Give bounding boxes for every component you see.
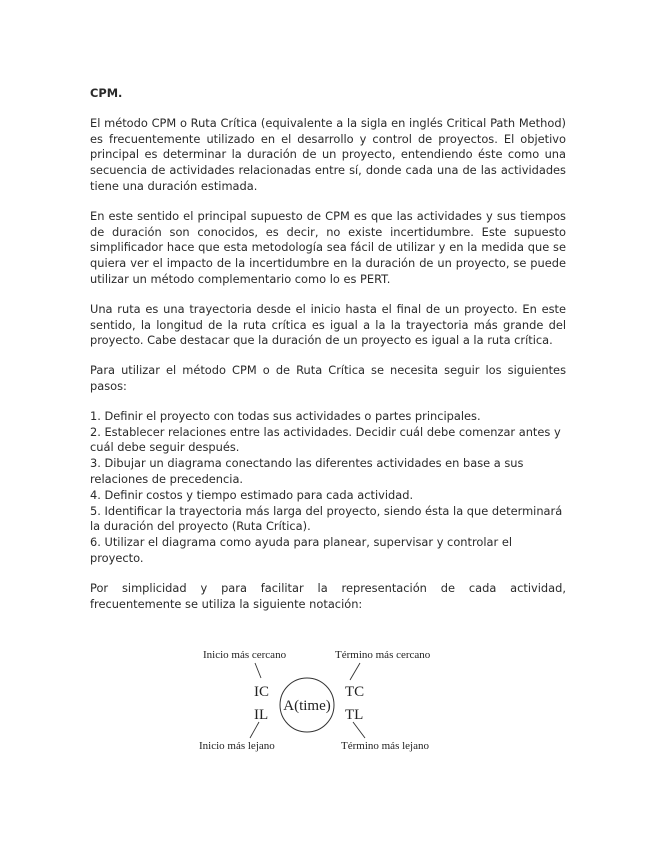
symbol-ic: IC xyxy=(254,684,269,700)
step-item: 6. Utilizar el diagrama como ayuda para planear, supervisar y controlar el proyecto. xyxy=(90,535,512,565)
symbol-tl: TL xyxy=(345,707,364,723)
label-termino-mas-lejano: Término más lejano xyxy=(341,740,429,752)
label-inicio-mas-lejano: Inicio más lejano xyxy=(199,740,275,752)
paragraph-notation: Por simplicidad y para facilitar la representación de cada actividad, frecuentemente se utiliza la siguiente notación: xyxy=(90,580,566,611)
connector-il xyxy=(250,722,259,738)
notation-diagram xyxy=(195,642,455,757)
notation-diagram-svg xyxy=(195,642,455,757)
step-item: 5. Identificar la trayectoria más larga del proyecto, siendo ésta la que determinará la duración del proyecto (Ruta Crítica). xyxy=(90,503,563,534)
connector-tc xyxy=(350,663,360,680)
connector-ic xyxy=(255,663,261,678)
steps-list xyxy=(90,409,566,567)
label-inicio-mas-cercano: Inicio más cercano xyxy=(203,649,287,661)
paragraph-route: Una ruta es una trayectoria desde el inicio hasta el final de un proyecto. En este sentido, la longitud de la ruta crítica es igual a la la trayectoria más grande del proyecto. Cabe destacar que la duración de un proyecto es igual a la ruta crítica. xyxy=(90,301,566,348)
paragraph-assumption: En este sentido el principal supuesto de CPM es que las actividades y sus tiempos de duración son conocidos, es decir, no existe incertidumbre. Este supuesto simplificador hace que esta metodología sea fácil de utilizar y en la medida que se quiera ver el impacto de la incertidumbre en la duración de un proyecto, se puede utilizar un método complementario como lo es PERT. xyxy=(90,208,566,286)
symbol-il: IL xyxy=(254,707,269,723)
connector-tl xyxy=(353,722,365,738)
paragraph-intro: El método CPM o Ruta Crítica (equivalente a la sigla en inglés Critical Path Method) es frecuentemente utilizado en el desarrollo y control de proyectos. El objetivo principal es determinar la duración de un proyecto, entendiendo éste como una secuencia de actividades relacionadas entre sí, donde cada una de las actividades tiene una duración estimada. xyxy=(90,115,566,193)
step-item: 4. Definir costos y tiempo estimado para cada actividad. xyxy=(90,487,414,502)
symbol-tc: TC xyxy=(345,684,365,700)
step-item: 1. Definir el proyecto con todas sus actividades o partes principales. xyxy=(90,408,481,423)
step-item: 3. Dibujar un diagrama conectando las diferentes actividades en base a sus relaciones de precedencia. xyxy=(90,456,524,486)
label-termino-mas-cercano: Término más cercano xyxy=(335,649,431,661)
paragraph-steps-intro: Para utilizar el método CPM o de Ruta Crítica se necesita seguir los siguientes pasos: xyxy=(90,363,566,393)
activity-label: A(time) xyxy=(283,698,331,714)
page-title: CPM. xyxy=(90,86,123,100)
document-body xyxy=(90,86,566,626)
step-item: 2. Establecer relaciones entre las actividades. Decidir cuál debe comenzar antes y cuál debe seguir después. xyxy=(90,424,561,455)
